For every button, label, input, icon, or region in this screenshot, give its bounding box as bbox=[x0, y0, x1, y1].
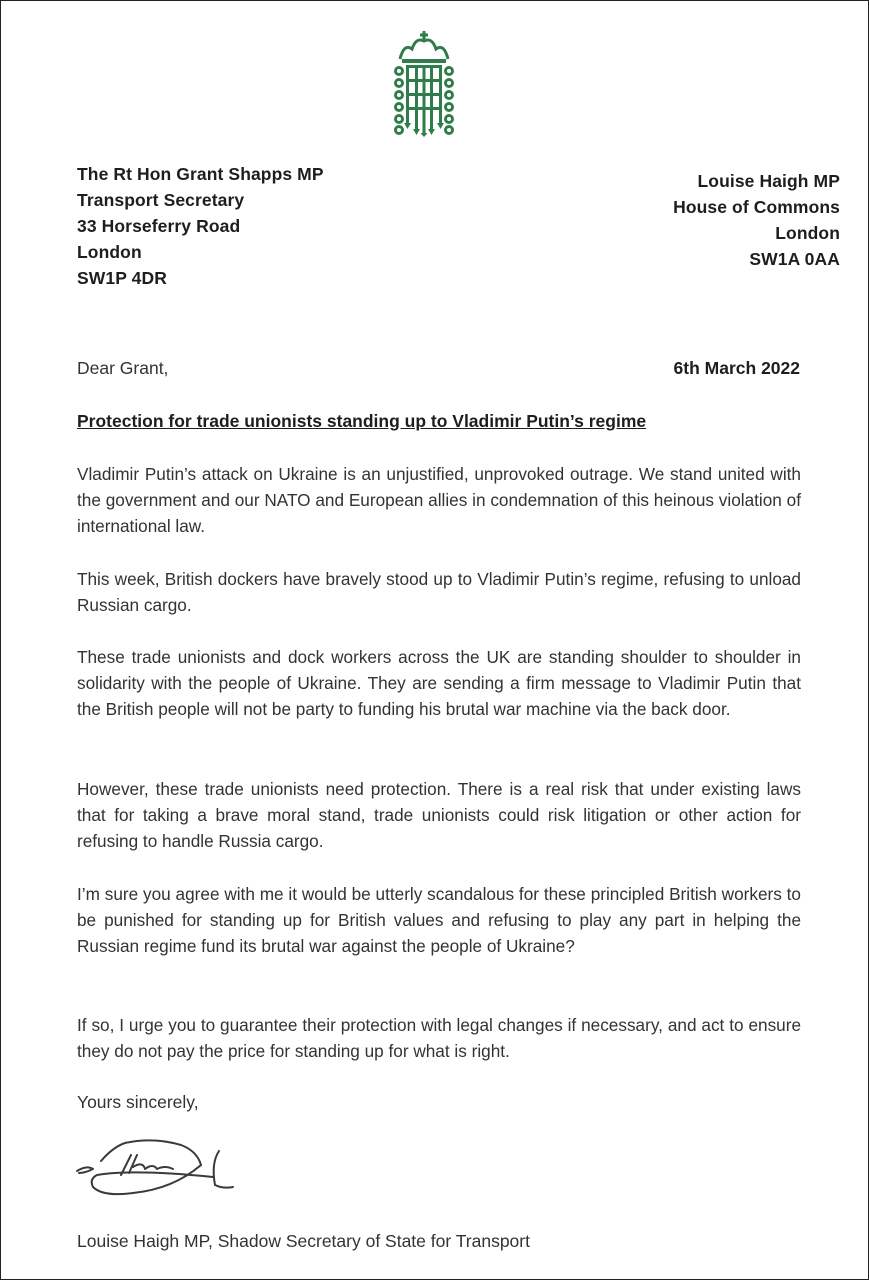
letter-date: 6th March 2022 bbox=[673, 358, 800, 378]
body-paragraph-4: However, these trade unionists need protection. There is a real risk that under existing laws that for taking a brave moral stand, trade unionists could risk litigation or other action for refusing to handle Russia cargo. bbox=[77, 779, 801, 851]
recipient-address bbox=[77, 161, 324, 291]
sender-organisation: House of Commons bbox=[673, 197, 840, 217]
body-paragraph-1: Vladimir Putin’s attack on Ukraine is an unjustified, unprovoked outrage. We stand united with the government and our NATO and European allies in condemnation of this heinous violation of international law. bbox=[77, 464, 801, 536]
recipient-street: 33 Horseferry Road bbox=[77, 216, 241, 236]
sender-postcode: SW1A 0AA bbox=[749, 249, 840, 269]
recipient-postcode: SW1P 4DR bbox=[77, 268, 167, 288]
subject-heading: Protection for trade unionists standing up to Vladimir Putin’s regime bbox=[77, 411, 647, 431]
sender-address bbox=[673, 168, 840, 272]
body-paragraph-6: If so, I urge you to guarantee their protection with legal changes if necessary, and act to ensure they do not pay the price for standing up for what is right. bbox=[77, 1015, 801, 1061]
recipient-title: Transport Secretary bbox=[77, 190, 245, 210]
recipient-city: London bbox=[77, 242, 142, 262]
signoff-name-title: Louise Haigh MP, Shadow Secretary of State for Transport bbox=[77, 1231, 530, 1251]
sender-name: Louise Haigh MP bbox=[697, 171, 840, 191]
recipient-name: The Rt Hon Grant Shapps MP bbox=[77, 164, 324, 184]
sender-city: London bbox=[775, 223, 840, 243]
salutation: Dear Grant, bbox=[77, 358, 169, 378]
body-paragraph-2: This week, British dockers have bravely stood up to Vladimir Putin’s regime, refusing to unload Russian cargo. bbox=[77, 569, 801, 615]
signature-icon bbox=[73, 1139, 253, 1207]
body-paragraph-5: I’m sure you agree with me it would be utterly scandalous for these principled British workers to be punished for standing up for British values and refusing to play any part in helping the Russian regime fund its brutal war against the people of Ukraine? bbox=[77, 884, 801, 956]
closing: Yours sincerely, bbox=[77, 1092, 199, 1112]
body-paragraph-3: These trade unionists and dock workers across the UK are standing shoulder to shoulder in solidarity with the people of Ukraine. They are sending a firm message to Vladimir Putin that the British people will not be party to funding his brutal war machine via the back door. bbox=[77, 647, 801, 719]
portcullis-crest-icon bbox=[394, 29, 454, 137]
